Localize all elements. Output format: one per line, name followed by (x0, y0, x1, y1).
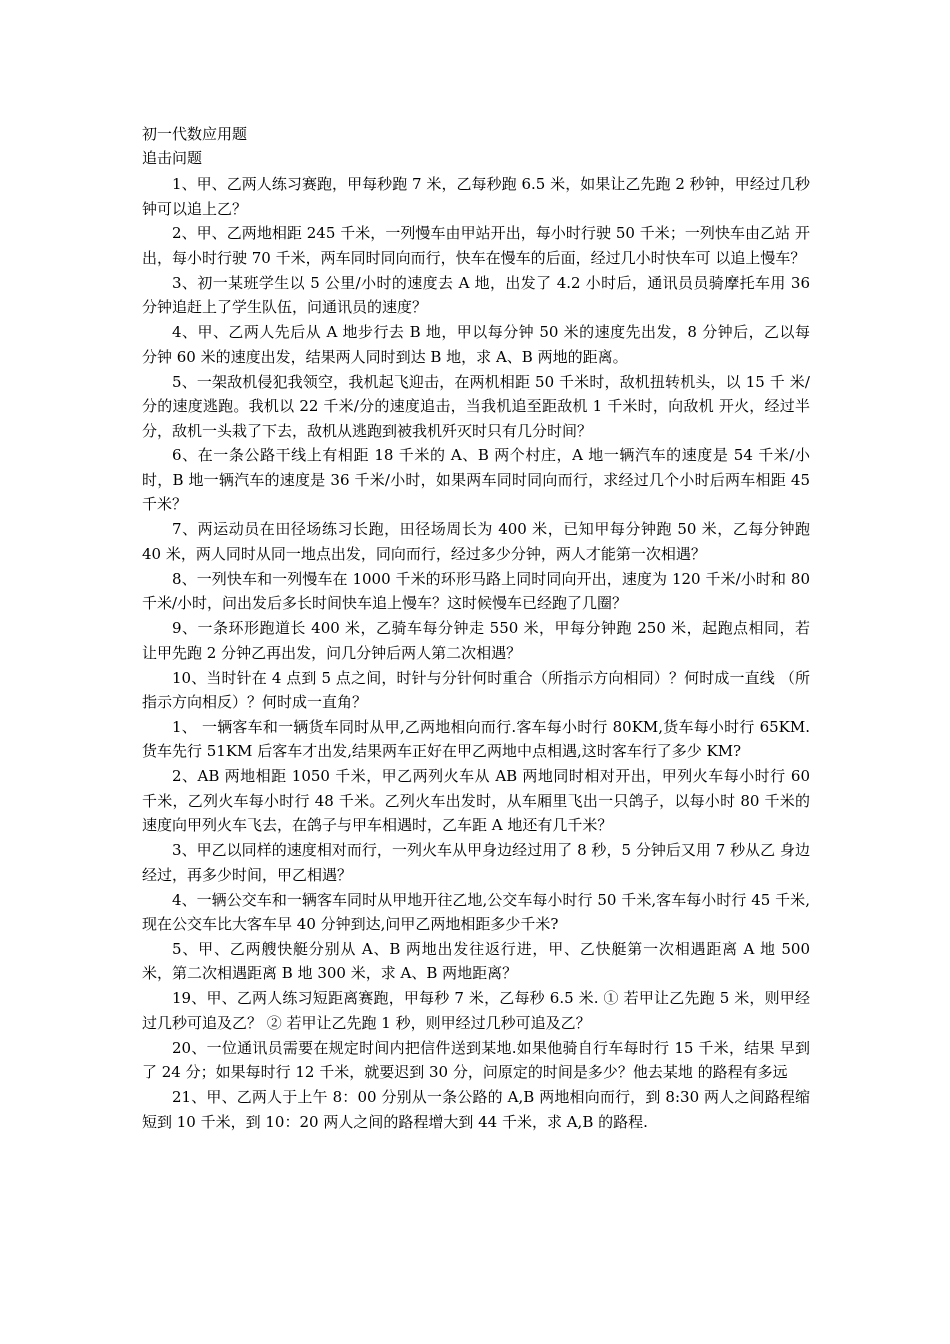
problem-item: 1、 一辆客车和一辆货车同时从甲,乙两地相向而行.客车每小时行 80KM,货车每小时行 65KM. 货车先行 51KM 后客车才出发,结果两车正好在甲乙两地中点相遇,这时客车行了多少 KM? (142, 717, 810, 761)
problem-item: 2、甲、乙两地相距 245 千米，一列慢车由甲站开出，每小时行驶 50 千米；一列快车由乙站 开出，每小时行驶 70 千米，两车同时同向而行，快车在慢车的后面，经过几小时快车可 以追上慢车？ (142, 224, 810, 267)
problem-item: 3、初一某班学生以 5 公里/小时的速度去 A 地，出发了 4.2 小时后，通讯员员骑摩托车用 36 分钟追赶上了学生队伍，问通讯员的速度？ (142, 273, 810, 317)
problem-item: 4、一辆公交车和一辆客车同时从甲地开往乙地,公交车每小时行 50 千米,客车每小时行 45 千米,现在公交车比大客车早 40 分钟到达,问甲乙两地相距多少千米? (142, 890, 810, 934)
problem-item: 3、甲乙以同样的速度相对而行，一列火车从甲身边经过用了 8 秒，5 分钟后又用 7 秒从乙 身边经过，再多少时间，甲乙相遇？ (142, 841, 810, 884)
problem-item: 10、当时针在 4 点到 5 点之间，时针与分针何时重合（所指示方向相同）？何时成一直线 （所 指示方向相反）？何时成一直角？ (142, 668, 810, 712)
problem-item: 8、一列快车和一列慢车在 1000 千米的环形马路上同时同向开出，速度为 120 千米/小时和 80 千米/小时，问出发后多长时间快车追上慢车？这时候慢车已经跑了几圈？ (142, 569, 810, 613)
problem-item: 20、一位通讯员需要在规定时间内把信件送到某地.如果他骑自行车每时行 15 千米，结果 早到了 24 分；如果每时行 12 千米，就要迟到 30 分，问原定的时间是多少？他去某地 的路程有多远 (142, 1038, 810, 1082)
problem-item: 5、一架敌机侵犯我领空，我机起飞迎击，在两机相距 50 千米时，敌机扭转机头，以 15 千 米/分的速度逃跑。我机以 22 千米/分的速度追击，当我机追至距敌机 1 千米时，向敌机 开火，经过半分，敌机一头栽了下去，敌机从逃跑到被我机歼灭时只有几分时间？ (142, 372, 810, 440)
problem-item: 9、一条环形跑道长 400 米，乙骑车每分钟走 550 米，甲每分钟跑 250 米，起跑点相同，若 让甲先跑 2 分钟乙再出发，问几分钟后两人第二次相遇？ (142, 619, 810, 662)
document-page (142, 122, 810, 1135)
problem-item: 6、在一条公路干线上有相距 18 千米的 A、B 两个村庄，A 地一辆汽车的速度是 54 千米/小 时，B 地一辆汽车的速度是 36 千米/小时，如果两车同时同向而行，求经过几个小时后两车相距 45 千米？ (142, 446, 810, 514)
problem-item: 4、甲、乙两人先后从 A 地步行去 B 地，甲以每分钟 50 米的速度先出发，8 分钟后，乙以每 分钟 60 米的速度出发，结果两人同时到达 B 地，求 A、B 两地的距离。 (142, 323, 810, 366)
problem-item: 19、甲、乙两人练习短距离赛跑，甲每秒 7 米，乙每秒 6.5 米. ① 若甲让乙先跑 5 米，则甲经过几秒可追及乙？ ② 若甲让乙先跑 1 秒，则甲经过几秒可追及乙？ (142, 989, 810, 1032)
problem-item: 2、AB 两地相距 1050 千米，甲乙两列火车从 AB 两地同时相对开出，甲列火车每小时行 60 千米，乙列火车每小时行 48 千米。乙列火车出发时，从车厢里飞出一只鸽子，以每小时 80 千米的速度向甲列火车飞去，在鸽子与甲车相遇时，乙车距 A 地还有几千米？ (142, 767, 810, 835)
problem-item: 5、甲、乙两艘快艇分别从 A、B 两地出发往返行进，甲、乙快艇第一次相遇距离 A 地 500 米，第二次相遇距离 B 地 300 米，求 A、B 两地距离？ (142, 939, 810, 983)
problem-item: 21、甲、乙两人于上午 8：00 分别从一条公路的 A,B 两地相向而行，到 8:30 两人之间路程缩短到 10 千米，到 10：20 两人之间的路程增大到 44 千米，求 A,B 的路程. (142, 1088, 810, 1131)
problem-item: 7、两运动员在田径场练习长跑，田径场周长为 400 米，已知甲每分钟跑 50 米，乙每分钟跑 40 米，两人同时从同一地点出发，同向而行，经过多少分钟，两人才能第一次相遇？ (142, 520, 810, 563)
problem-list (142, 172, 810, 1134)
document-title: 初一代数应用题 (142, 125, 248, 143)
section-heading: 追击问题 (142, 149, 203, 167)
problem-item: 1、甲、乙两人练习赛跑，甲每秒跑 7 米，乙每秒跑 6.5 米，如果让乙先跑 2 秒钟，甲经过几秒钟可以追上乙？ (142, 175, 810, 218)
